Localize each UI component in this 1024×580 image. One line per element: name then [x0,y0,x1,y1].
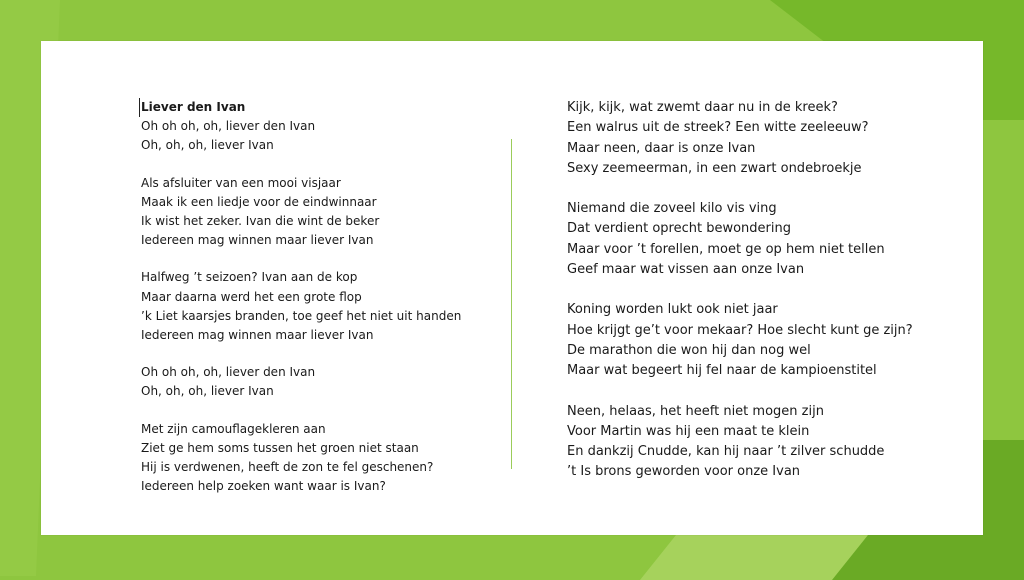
lyric-line: Voor Martin was hij een maat te klein [567,423,810,439]
lyric-line: Geef maar wat vissen aan onze Ivan [567,262,805,278]
lyric-line: Oh oh oh, oh, liever den Ivan [141,365,316,380]
lyric-line: Hoe krijgt ge’t voor mekaar? Hoe slecht kunt ge zijn? [567,322,913,338]
lyric-line: Als afsluiter van een mooi visjaar [141,175,341,190]
lyric-line: Ik wist het zeker. Ivan die wint de beker [141,214,380,229]
lyric-line: Ziet ge hem soms tussen het groen niet staan [141,440,419,455]
lyric-line: Maar voor ’t forellen, moet ge op hem niet tellen [567,241,885,257]
lyric-line: Kijk, kijk, wat zwemt daar nu in de kreek? [567,100,838,115]
lyric-line: Iedereen help zoeken want waar is Ivan? [141,479,386,494]
lyric-line: Maar daarna werd het een grote flop [141,289,362,304]
right-column [567,98,947,483]
lyric-line: Een walrus uit de streek? Een witte zeeleeuw? [567,120,869,136]
lyric-line: ’t Is brons geworden voor onze Ivan [567,464,801,480]
lyric-line: Maar wat begeert hij fel naar de kampioenstitel [567,363,877,379]
lyric-line: En dankzij Cnudde, kan hij naar ’t zilver schudde [567,444,885,460]
lyric-line: Met zijn camouflagekleren aan [141,421,326,436]
lyric-line: Iedereen mag winnen maar liever Ivan [141,328,374,343]
lyric-line: Halfweg ’t seizoen? Ivan aan de kop [141,270,358,285]
left-column [141,98,501,496]
lyric-line: Sexy zeemeerman, in een zwart ondebroekje [567,160,862,176]
slide [41,41,983,535]
lyric-line: Iedereen mag winnen maar liever Ivan [141,233,374,248]
column-divider [511,139,512,469]
song-title[interactable]: Liever den Ivan [139,98,501,117]
lyric-line: De marathon die won hij dan nog wel [567,342,811,358]
lyric-line: Niemand die zoveel kilo vis ving [567,201,777,217]
lyric-line: Oh oh oh, oh, liever den Ivan [141,119,316,134]
lyric-line: Oh, oh, oh, liever Ivan [141,384,274,399]
lyric-line: Hij is verdwenen, heeft de zon te fel geschenen? [141,460,434,475]
lyric-line: Koning worden lukt ook niet jaar [567,302,778,318]
lyric-line: Neen, helaas, het heeft niet mogen zijn [567,403,824,419]
lyric-line: Maak ik een liedje voor de eindwinnaar [141,194,377,209]
lyric-line: Oh, oh, oh, liever Ivan [141,138,274,153]
lyric-line: Dat verdient oprecht bewondering [567,221,791,237]
lyric-line: ’k Liet kaarsjes branden, toe geef het niet uit handen [141,308,462,323]
lyric-line: Maar neen, daar is onze Ivan [567,140,756,156]
